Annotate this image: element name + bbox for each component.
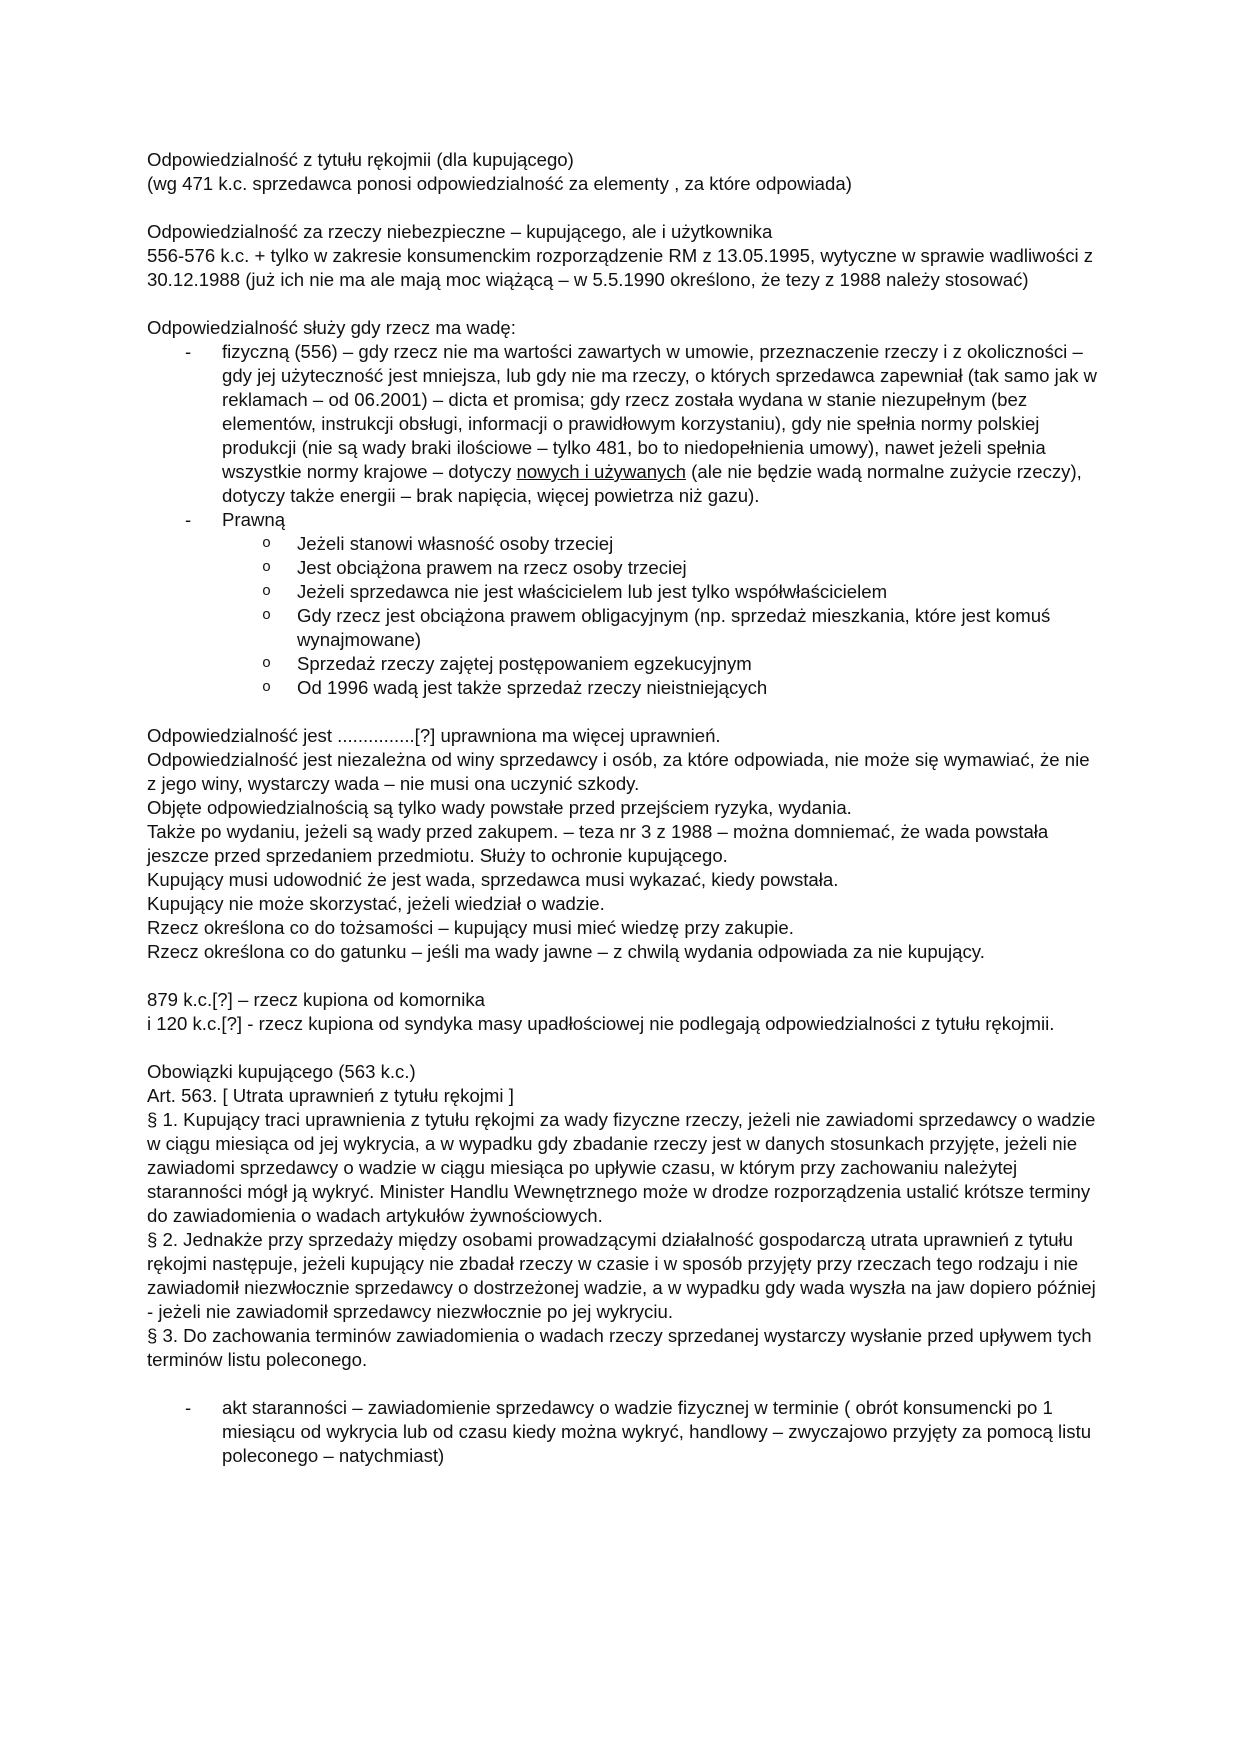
legal-basis-paragraph: 556-576 k.c. + tylko w zakresie konsumenckim rozporządzenie RM z 13.05.1995, wytyczne w sprawie wadliwości z 30.12.1988 (już ich nie ma ale mają moc wiążącą – w 5.5.1990 określono, że tezy z 1988 należy stosować): [147, 245, 1094, 290]
list-item: [222, 580, 1097, 604]
circle-bullet-icon: o: [262, 679, 272, 696]
spacer: [147, 964, 1097, 988]
liability-line: Także po wydaniu, jeżeli są wady przed zakupem. – teza nr 3 z 1988 – można domniemać, że wada powstała jeszcze przed sprzedaniem przedmiotu. Służy to ochronie kupującego.: [147, 821, 1049, 866]
spacer: [147, 1036, 1097, 1060]
underlined-text: nowych i używanych: [516, 461, 686, 482]
buyer-duties-heading: Obowiązki kupującego (563 k.c.): [147, 1061, 416, 1082]
circle-bullet-icon: o: [262, 607, 272, 624]
article-heading: Art. 563. [ Utrata uprawnień z tytułu rękojmi ]: [147, 1085, 514, 1106]
liability-line: Odpowiedzialność jest niezależna od winy sprzedawcy i osób, za które odpowiada, nie może się wymawiać, że nie z jego winy, wystarczy wada – nie musi ona uczynić szkody.: [147, 749, 1090, 794]
bailiff-purchase-line: 879 k.c.[?] – rzecz kupiona od komornika: [147, 989, 485, 1010]
dangerous-goods-heading: Odpowiedzialność za rzeczy niebezpieczne – kupującego, ale i użytkownika: [147, 221, 773, 242]
spacer: [147, 196, 1097, 220]
list-item: [222, 556, 1097, 580]
defect-types-list: [147, 340, 1097, 700]
liability-line: Kupujący nie może skorzystać, jeżeli wiedział o wadzie.: [147, 893, 605, 914]
title-note: (wg 471 k.c. sprzedawca ponosi odpowiedzialność za elementy , za które odpowiada): [147, 173, 852, 194]
list-item: [222, 676, 1097, 700]
liability-line: Rzecz określona co do gatunku – jeśli ma wady jawne – z chwilą wydania odpowiada za nie kupujący.: [147, 941, 985, 962]
dash-bullet-icon: -: [185, 1397, 192, 1418]
list-item-text: Jeżeli sprzedawca nie jest właścicielem lub jest tylko współwłaścicielem: [297, 581, 888, 602]
legal-defect-sublist: [222, 532, 1097, 700]
list-item-text: Jeżeli stanowi własność osoby trzeciej: [297, 533, 614, 554]
liability-line: Odpowiedzialność jest ...............[?] uprawniona ma więcej uprawnień.: [147, 725, 721, 746]
diligence-list: [147, 1396, 1097, 1468]
physical-defect-text-end: (ale nie będzie wadą normalne zużycie rzeczy), dotyczy także energii – brak napięcia, więcej powietrza niż gazu).: [222, 461, 1082, 506]
document-title: Odpowiedzialność z tytułu rękojmii (dla kupującego): [147, 149, 574, 170]
legal-defect-label: Prawną: [222, 509, 286, 530]
circle-bullet-icon: o: [262, 535, 272, 552]
article-paragraph-3: § 3. Do zachowania terminów zawiadomienia o wadach rzeczy sprzedanej wystarczy wysłanie przed upływem tych terminów listu poleconego.: [147, 1325, 1092, 1370]
liability-line: Kupujący musi udowodnić że jest wada, sprzedawca musi wykazać, kiedy powstała.: [147, 869, 839, 890]
list-item: [222, 604, 1097, 652]
diligence-text: akt staranności – zawiadomienie sprzedawcy o wadzie fizycznej w terminie ( obrót konsumencki po 1 miesiącu od wykrycia lub od czasu kiedy można wykryć, handlowy – zwyczajowo przyjęty za pomocą listu poleconego – natychmiast): [222, 1397, 1092, 1466]
document-page: [147, 148, 1097, 1468]
circle-bullet-icon: o: [262, 559, 272, 576]
list-item-legal-defect: [147, 508, 1097, 700]
dash-bullet-icon: -: [185, 509, 192, 530]
list-item-text: Sprzedaż rzeczy zajętej postępowaniem egzekucyjnym: [297, 653, 752, 674]
spacer: [147, 1372, 1097, 1396]
article-paragraph-1: § 1. Kupujący traci uprawnienia z tytułu rękojmi za wady fizyczne rzeczy, jeżeli nie zawiadomi sprzedawcy o wadzie w ciągu miesiąca od jej wykrycia, a w wypadku gdy zbadanie rzeczy jest w danych stosunkach przyjęte, jeżeli nie zawiadomi sprzedawcy o wadzie w ciągu miesiąca po upływie czasu, w którym przy zachowaniu należytej staranności mógł ją wykryć. Minister Handlu Wewnętrznego może w drodze rozporządzenia ustalić krótsze terminy do zawiadomienia o wadach artykułów żywnościowych.: [147, 1109, 1096, 1226]
liability-line: Rzecz określona co do tożsamości – kupujący musi mieć wiedzę przy zakupie.: [147, 917, 794, 938]
article-paragraph-2: § 2. Jednakże przy sprzedaży między osobami prowadzącymi działalność gospodarczą utrata uprawnień z tytułu rękojmi następuje, jeżeli kupujący nie zbadał rzeczy w czasie i w sposób przyjęty przy rzeczach tego rodzaju i nie zawiadomił niezwłocznie sprzedawcy o dostrzeżonej wadzie, a w wypadku gdy wada wyszła na jaw dopiero później - jeżeli nie zawiadomił sprzedawcy niezwłocznie po jej wykryciu.: [147, 1229, 1096, 1322]
dash-bullet-icon: -: [185, 341, 192, 362]
list-item-text: Od 1996 wadą jest także sprzedaż rzeczy nieistniejących: [297, 677, 768, 698]
circle-bullet-icon: o: [262, 655, 272, 672]
receiver-purchase-line: i 120 k.c.[?] - rzecz kupiona od syndyka masy upadłościowej nie podlegają odpowiedzialności z tytułu rękojmii.: [147, 1013, 1055, 1034]
physical-defect-text: fizyczną (556) – gdy rzecz nie ma wartości zawartych w umowie, przeznaczenie rzeczy i z okoliczności – gdy jej użyteczność jest mniejsza, lub gdy nie ma rzeczy, o których sprzedawca zapewniał (tak samo jak w reklamach – od 06.2001) – dicta et promisa; gdy rzecz została wydana w stanie niezupełnym (bez elementów, instrukcji obsługi, informacji o prawidłowym korzystaniu), gdy nie spełnia normy polskiej produkcji (nie są wady braki ilościowe – tylko 481, bo to niedopełnienia umowy), nawet jeżeli spełnia wszystkie normy krajowe – dotyczy: [222, 341, 1097, 482]
spacer: [147, 700, 1097, 724]
liability-line: Objęte odpowiedzialnością są tylko wady powstałe przed przejściem ryzyka, wydania.: [147, 797, 852, 818]
list-item: [222, 532, 1097, 556]
spacer: [147, 292, 1097, 316]
defects-intro: Odpowiedzialność służy gdy rzecz ma wadę:: [147, 317, 516, 338]
list-item-diligence: [147, 1396, 1097, 1468]
list-item: [222, 652, 1097, 676]
list-item-text: Jest obciążona prawem na rzecz osoby trzeciej: [297, 557, 687, 578]
circle-bullet-icon: o: [262, 583, 272, 600]
list-item-physical-defect: [147, 340, 1097, 508]
list-item-text: Gdy rzecz jest obciążona prawem obligacyjnym (np. sprzedaż mieszkania, które jest komuś wynajmowane): [297, 605, 1051, 650]
